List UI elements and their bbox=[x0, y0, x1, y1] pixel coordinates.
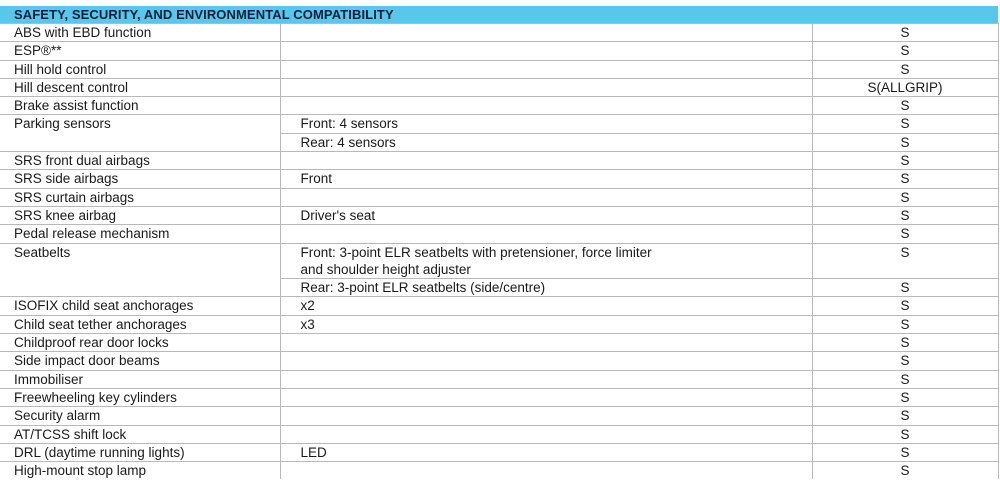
detail-cell: and shoulder height adjuster bbox=[280, 261, 812, 279]
availability-cell: S bbox=[812, 407, 998, 425]
feature-cell: SRS curtain airbags bbox=[0, 188, 280, 206]
detail-cell bbox=[280, 152, 812, 170]
table-row bbox=[0, 407, 998, 425]
detail-cell bbox=[280, 60, 812, 78]
table-row bbox=[0, 315, 998, 333]
detail-cell: Rear: 4 sensors bbox=[280, 133, 812, 151]
feature-cell: Hill hold control bbox=[0, 60, 280, 78]
detail-cell bbox=[280, 78, 812, 96]
availability-cell: S bbox=[812, 279, 998, 297]
availability-cell: S bbox=[812, 370, 998, 388]
table-row bbox=[0, 225, 998, 243]
availability-cell: S bbox=[812, 225, 998, 243]
availability-cell bbox=[812, 261, 998, 279]
table-row bbox=[0, 115, 998, 133]
detail-cell bbox=[280, 388, 812, 406]
availability-cell: S bbox=[812, 243, 998, 261]
feature-cell: DRL (daytime running lights) bbox=[0, 443, 280, 461]
availability-cell: S bbox=[812, 206, 998, 224]
spec-table bbox=[0, 23, 999, 479]
feature-cell: Childproof rear door locks bbox=[0, 334, 280, 352]
availability-cell: S bbox=[812, 352, 998, 370]
availability-cell: S bbox=[812, 334, 998, 352]
detail-cell: Front: 4 sensors bbox=[280, 115, 812, 133]
table-row bbox=[0, 152, 998, 170]
feature-cell: High-mount stop lamp bbox=[0, 462, 280, 480]
availability-cell: S bbox=[812, 97, 998, 115]
detail-cell: Rear: 3-point ELR seatbelts (side/centre) bbox=[280, 279, 812, 297]
feature-cell: ABS with EBD function bbox=[0, 24, 280, 42]
availability-cell: S bbox=[812, 42, 998, 60]
table-row bbox=[0, 60, 998, 78]
table-row bbox=[0, 243, 998, 261]
detail-cell bbox=[280, 24, 812, 42]
table-row bbox=[0, 462, 998, 480]
spec-table-body bbox=[0, 24, 998, 480]
table-row bbox=[0, 352, 998, 370]
availability-cell: S bbox=[812, 443, 998, 461]
availability-cell: S bbox=[812, 188, 998, 206]
detail-cell: Front: 3-point ELR seatbelts with pretensioner, force limiter bbox=[280, 243, 812, 261]
feature-cell: Parking sensors bbox=[0, 115, 280, 152]
availability-cell: S bbox=[812, 425, 998, 443]
feature-cell: Seatbelts bbox=[0, 243, 280, 297]
detail-cell: x2 bbox=[280, 297, 812, 315]
table-row bbox=[0, 297, 998, 315]
table-row bbox=[0, 334, 998, 352]
detail-cell bbox=[280, 462, 812, 480]
table-row bbox=[0, 425, 998, 443]
detail-cell bbox=[280, 97, 812, 115]
table-row bbox=[0, 388, 998, 406]
detail-cell: LED bbox=[280, 443, 812, 461]
table-row bbox=[0, 78, 998, 96]
feature-cell: SRS side airbags bbox=[0, 170, 280, 188]
availability-cell: S bbox=[812, 60, 998, 78]
availability-cell: S bbox=[812, 152, 998, 170]
detail-cell: Driver's seat bbox=[280, 206, 812, 224]
section-header: SAFETY, SECURITY, AND ENVIRONMENTAL COMPATIBILITY bbox=[0, 6, 998, 23]
table-row bbox=[0, 188, 998, 206]
detail-cell bbox=[280, 352, 812, 370]
availability-cell: S bbox=[812, 315, 998, 333]
table-row bbox=[0, 97, 998, 115]
feature-cell: Brake assist function bbox=[0, 97, 280, 115]
table-row bbox=[0, 370, 998, 388]
table-row bbox=[0, 206, 998, 224]
availability-cell: S(ALLGRIP) bbox=[812, 78, 998, 96]
feature-cell: Freewheeling key cylinders bbox=[0, 388, 280, 406]
detail-cell bbox=[280, 188, 812, 206]
feature-cell: SRS front dual airbags bbox=[0, 152, 280, 170]
table-row bbox=[0, 42, 998, 60]
feature-cell: ESP®** bbox=[0, 42, 280, 60]
availability-cell: S bbox=[812, 297, 998, 315]
table-row bbox=[0, 443, 998, 461]
availability-cell: S bbox=[812, 170, 998, 188]
detail-cell bbox=[280, 407, 812, 425]
availability-cell: S bbox=[812, 24, 998, 42]
feature-cell: Security alarm bbox=[0, 407, 280, 425]
detail-cell bbox=[280, 370, 812, 388]
detail-cell: x3 bbox=[280, 315, 812, 333]
availability-cell: S bbox=[812, 462, 998, 480]
feature-cell: Side impact door beams bbox=[0, 352, 280, 370]
feature-cell: Immobiliser bbox=[0, 370, 280, 388]
detail-cell bbox=[280, 334, 812, 352]
detail-cell: Front bbox=[280, 170, 812, 188]
feature-cell: SRS knee airbag bbox=[0, 206, 280, 224]
availability-cell: S bbox=[812, 115, 998, 133]
detail-cell bbox=[280, 225, 812, 243]
table-row bbox=[0, 24, 998, 42]
table-row bbox=[0, 170, 998, 188]
detail-cell bbox=[280, 425, 812, 443]
feature-cell: Pedal release mechanism bbox=[0, 225, 280, 243]
feature-cell: Child seat tether anchorages bbox=[0, 315, 280, 333]
availability-cell: S bbox=[812, 133, 998, 151]
detail-cell bbox=[280, 42, 812, 60]
availability-cell: S bbox=[812, 388, 998, 406]
feature-cell: Hill descent control bbox=[0, 78, 280, 96]
feature-cell: ISOFIX child seat anchorages bbox=[0, 297, 280, 315]
feature-cell: AT/TCSS shift lock bbox=[0, 425, 280, 443]
